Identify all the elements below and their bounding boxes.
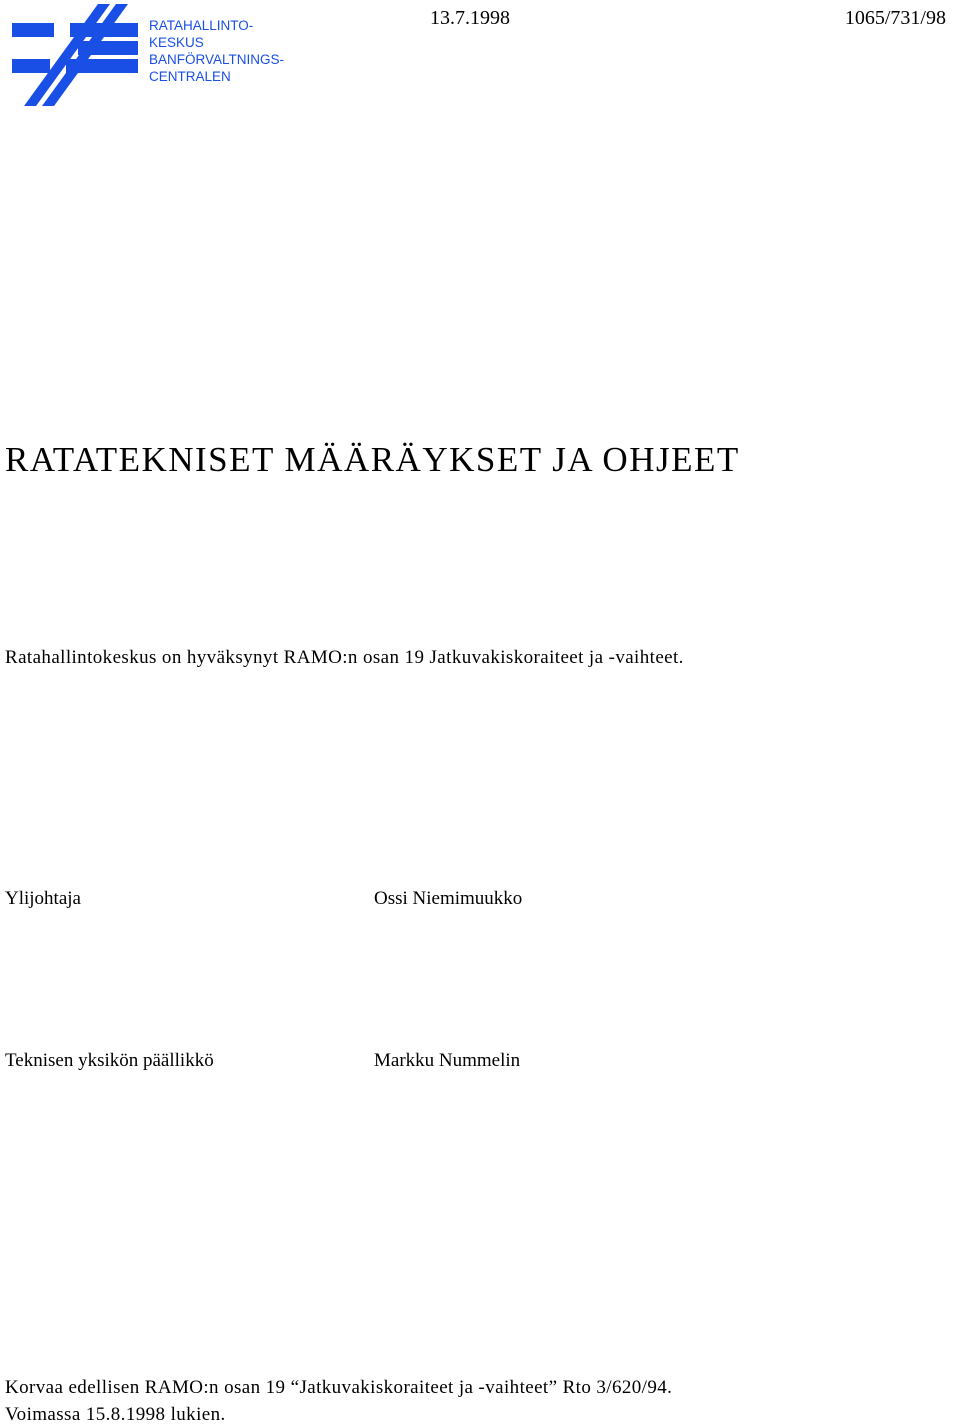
document-title: RATATEKNISET MÄÄRÄYKSET JA OHJEET (5, 440, 740, 479)
organization-name-line: BANFÖRVALTNINGS- (149, 52, 285, 67)
organization-name (149, 17, 284, 85)
organization-name-line: KESKUS (149, 35, 204, 50)
reference-number: 1065/731/98 (844, 7, 946, 29)
document-date: 13.7.1998 (430, 7, 510, 29)
validity-note: Voimassa 15.8.1998 lukien. (5, 1404, 226, 1425)
organization-name-line: RATAHALLINTO- (149, 18, 254, 33)
signature-name: Markku Nummelin (374, 1050, 521, 1071)
organization-name-line: CENTRALEN (149, 69, 231, 84)
signature-role: Teknisen yksikön päällikkö (5, 1050, 214, 1071)
footer-note (5, 1374, 672, 1428)
rhk-rail-logo-icon (12, 4, 142, 106)
signature-role: Ylijohtaja (5, 888, 81, 909)
approval-statement: Ratahallintokeskus on hyväksynyt RAMO:n osan 19 Jatkuvakiskoraiteet ja -vaihteet. (5, 647, 684, 668)
replaces-note: Korvaa edellisen RAMO:n osan 19 “Jatkuvakiskoraiteet ja -vaihteet” Rto 3/620/94. (5, 1377, 673, 1398)
signature-name: Ossi Niemimuukko (374, 888, 523, 909)
